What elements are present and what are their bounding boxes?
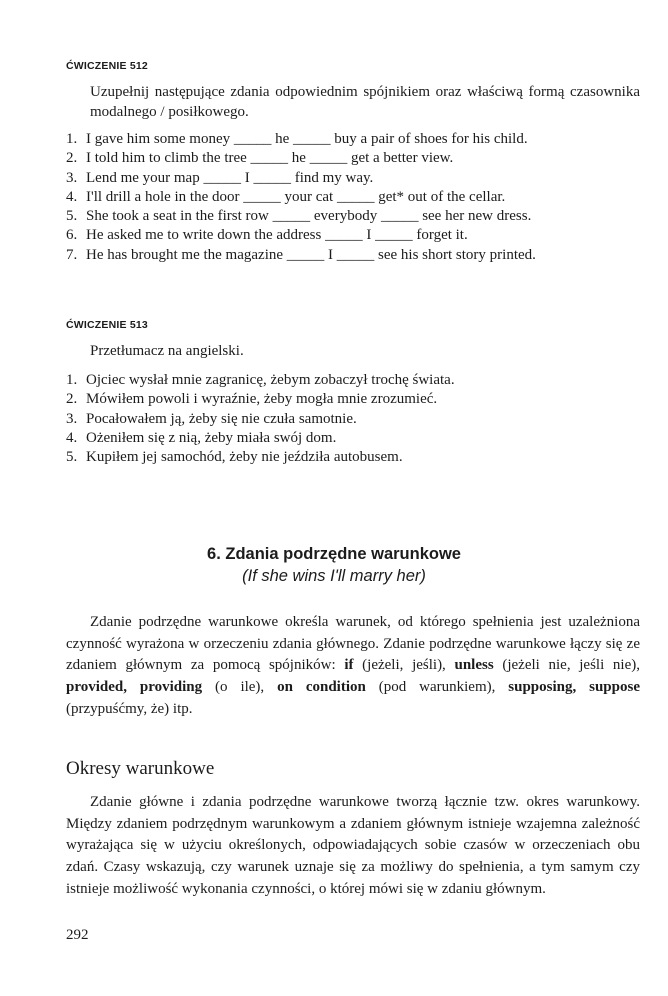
list-item: 1. Ojciec wysłał mnie zagranicę, żebym zobaczył trochę świata. <box>66 372 455 388</box>
exercise-513-list <box>66 371 646 467</box>
section-subtitle: (If she wins I'll marry her) <box>242 567 426 585</box>
exercise-513-instruction: Przetłumacz na angielski. <box>90 343 244 359</box>
page-number: 292 <box>66 927 89 943</box>
list-item: 3. Lend me your map _____ I _____ find my way. <box>66 169 374 186</box>
paragraph-conditional-periods: Zdanie główne i zdania podrzędne warunkowe tworzą łącznie tzw. okres warunkowy. Między zdaniem podrzędnym warunkowym a zdaniem głównym istnieje wzajemna zależność wyrażająca się w użyciu określonych, odpowiadających sobie czasów w orzeczeniach obu zdań. Czasy wskazują, czy warunek uznaje się za możliwy do spełnienia, a tym samym czy istnieje możliwość wykonania czynności, o której mówi się w zdaniu głównym. <box>66 794 640 897</box>
list-item: 1. I gave him some money _____ he _____ buy a pair of shoes for his child. <box>66 131 528 147</box>
paragraph-conditional-clauses: Zdanie podrzędne warunkowe określa warunek, od którego spełnienia jest uzależniona czynność wyrażona w orzeczeniu zdania głównego. Zdanie podrzędne warunkowe łączy się ze zdaniem głównym za pomocą spójników: if (jeżeli, jeśli), unless (jeżeli nie, jeśli nie), provided, providing (o ile), on condition (pod warunkiem), supposing, suppose (przypuśćmy, że) itp. <box>66 614 640 717</box>
list-item: 5. Kupiłem jej samochód, żeby nie jeździła autobusem. <box>66 449 403 466</box>
list-item: 4. Ożeniłem się z nią, żeby miała swój dom. <box>66 429 337 446</box>
subheading: Okresy warunkowe <box>66 758 215 779</box>
list-item: 6. He asked me to write down the address _____ I _____ forget it. <box>66 227 468 244</box>
list-item: 5. She took a seat in the first row _____ everybody _____ see her new dress. <box>66 208 532 225</box>
list-item: 2. I told him to climb the tree _____ he _____ get a better view. <box>66 150 454 167</box>
list-item: 4. I'll drill a hole in the door _____ your cat _____ get* out of the cellar. <box>66 188 506 205</box>
list-item: 7. He has brought me the magazine _____ I _____ see his short story printed. <box>66 246 536 263</box>
list-item: 3. Pocałowałem ją, żeby się nie czuła samotnie. <box>66 410 357 427</box>
exercise-512-heading: ĆWICZENIE 512 <box>66 60 148 72</box>
exercise-513-heading: ĆWICZENIE 513 <box>66 319 148 331</box>
section-title: 6. Zdania podrzędne warunkowe <box>207 545 461 563</box>
exercise-512-list <box>66 130 646 265</box>
list-item: 2. Mówiłem powoli i wyraźnie, żeby mogła mnie zrozumieć. <box>66 391 438 408</box>
exercise-512-instruction: Uzupełnij następujące zdania odpowiednim spójnikiem oraz właściwą formą czasownika modalnego / posiłkowego. <box>90 84 640 120</box>
